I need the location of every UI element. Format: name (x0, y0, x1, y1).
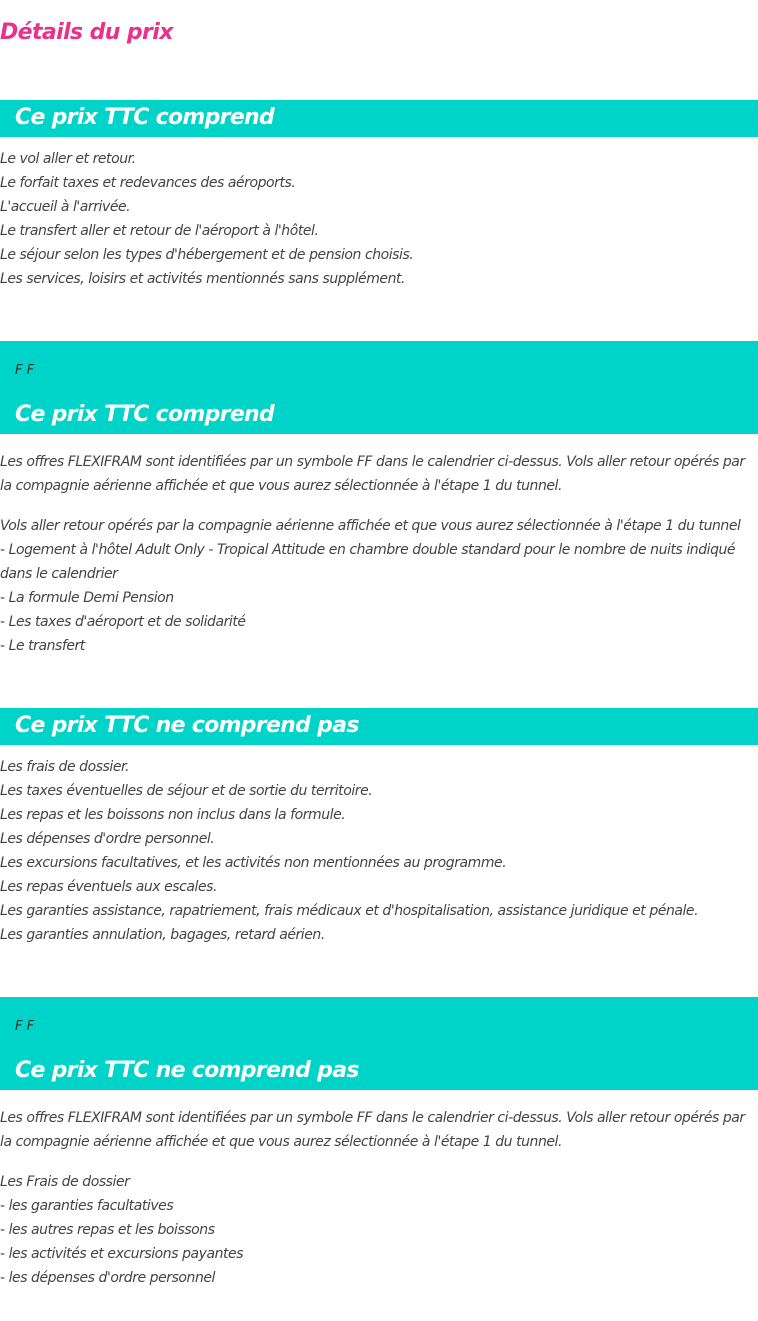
list-item: Les repas et les boissons non inclus dans la formule. (0, 807, 346, 823)
page-title: Détails du prix (0, 20, 173, 45)
list-item: Les frais de dossier. (0, 759, 130, 775)
section-header-band (0, 100, 758, 137)
list-item: - les garanties facultatives (0, 1198, 174, 1214)
list-item: Les dépenses d'ordre personnel. (0, 831, 215, 847)
list-item: Le vol aller et retour. (0, 151, 136, 167)
section-title: Ce prix TTC comprend (15, 105, 275, 130)
list-item: Les excursions facultatives, et les activités non mentionnées au programme. (0, 855, 507, 871)
list-item: - les autres repas et les boissons (0, 1222, 215, 1238)
flexifram-intro: Les offres FLEXIFRAM sont identifiées par un symbole FF dans le calendrier ci-dessus. Vols aller retour opérés par la compagnie aérienne affichée et que vous aurez sélectionnée à l'étape 1 du tunnel. (0, 454, 745, 494)
list-item: Le séjour selon les types d'hébergement et de pension choisis. (0, 247, 414, 263)
ff-symbol: F F (15, 1019, 35, 1034)
details-lead: Vols aller retour opérés par la compagnie aérienne affichée et que vous aurez sélectionnée à l'étape 1 du tunnel (0, 518, 741, 534)
section-header-band (0, 341, 758, 434)
list-item: Le transfert aller et retour de l'aéroport à l'hôtel. (0, 223, 319, 239)
section-not-included (0, 708, 758, 947)
list-item: - les activités et excursions payantes (0, 1246, 244, 1262)
included-list (0, 147, 758, 291)
list-item: - Le transfert (0, 638, 85, 654)
list-item: - La formule Demi Pension (0, 590, 174, 606)
not-included-flexifram-list (0, 1170, 758, 1290)
section-included-flexifram (0, 341, 758, 658)
list-item: Le forfait taxes et redevances des aéroports. (0, 175, 296, 191)
list-item: L'accueil à l'arrivée. (0, 199, 131, 215)
section-title: Ce prix TTC ne comprend pas (15, 1058, 359, 1083)
flexifram-intro: Les offres FLEXIFRAM sont identifiées par un symbole FF dans le calendrier ci-dessus. Vols aller retour opérés par la compagnie aérienne affichée et que vous aurez sélectionnée à l'étape 1 du tunnel. (0, 1110, 745, 1150)
section-header-band (0, 708, 758, 745)
section-included (0, 100, 758, 291)
not-included-list (0, 755, 758, 947)
list-item: Les services, loisirs et activités mentionnés sans supplément. (0, 271, 406, 287)
included-flexifram-list (0, 586, 758, 658)
list-item: - Les taxes d'aéroport et de solidarité (0, 614, 246, 630)
list-item: Les Frais de dossier (0, 1174, 130, 1190)
list-item: Les taxes éventuelles de séjour et de sortie du territoire. (0, 783, 373, 799)
ff-symbol: F F (15, 363, 35, 378)
list-item: Les garanties annulation, bagages, retard aérien. (0, 927, 325, 943)
section-title: Ce prix TTC comprend (15, 402, 275, 427)
section-not-included-flexifram (0, 997, 758, 1290)
list-item: - les dépenses d'ordre personnel (0, 1270, 216, 1286)
section-title: Ce prix TTC ne comprend pas (15, 713, 359, 738)
list-item: Les garanties assistance, rapatriement, frais médicaux et d'hospitalisation, assistance juridique et pénale. (0, 903, 699, 919)
list-item: Les repas éventuels aux escales. (0, 879, 217, 895)
details-hotel: - Logement à l'hôtel Adult Only - Tropical Attitude en chambre double standard pour le nombre de nuits indiqué dans le calendrier (0, 542, 736, 582)
section-header-band (0, 997, 758, 1090)
